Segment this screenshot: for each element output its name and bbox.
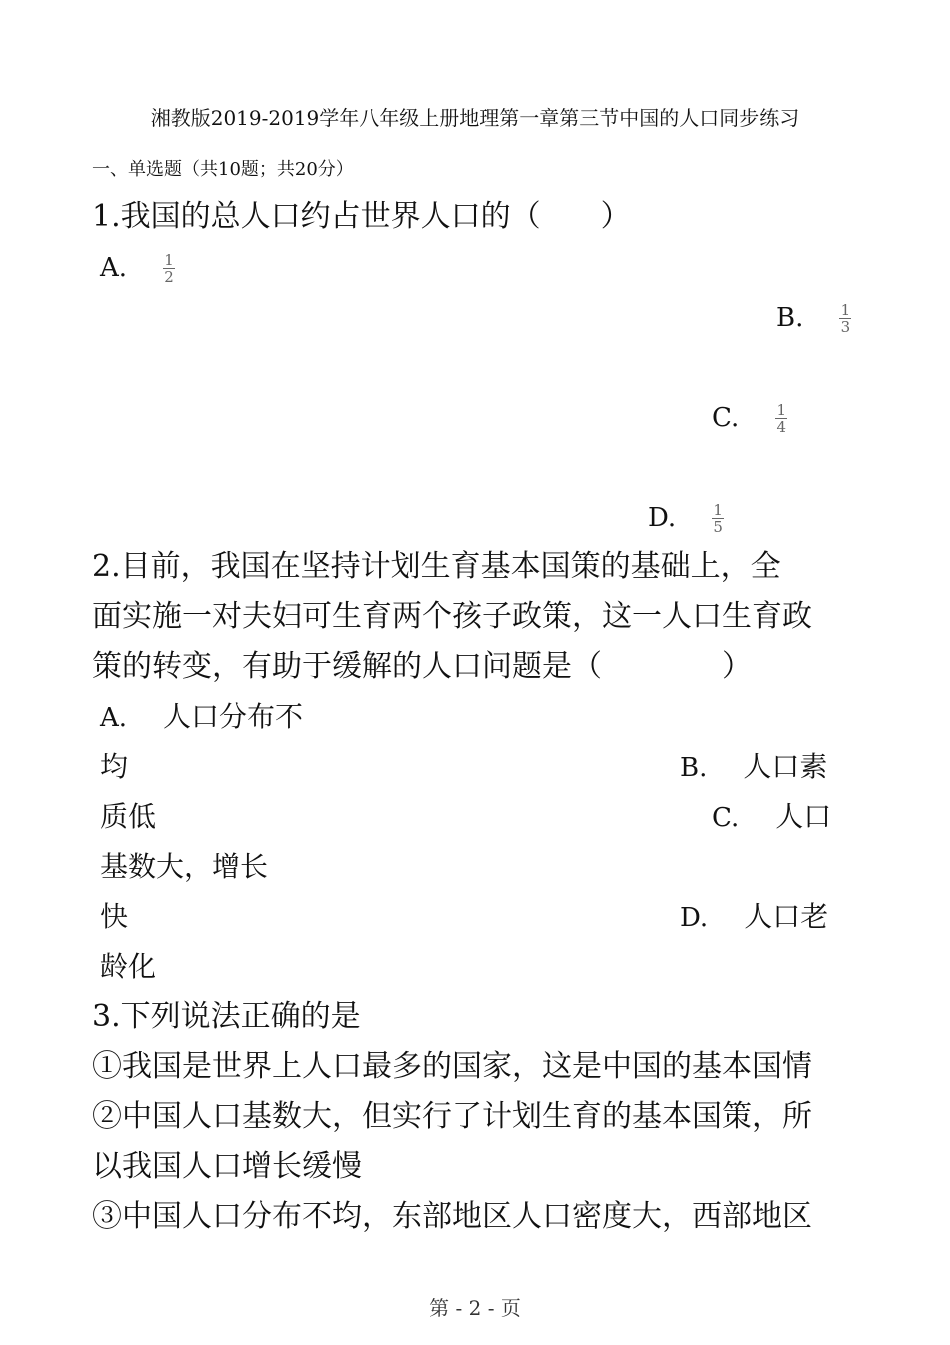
section-heading: 一、单选题（共10题；共20分） bbox=[92, 159, 354, 180]
option-letter: A. bbox=[100, 253, 128, 283]
q1-option-b[interactable] bbox=[776, 292, 851, 343]
q2-option-c-text: 快 bbox=[100, 900, 129, 933]
fraction bbox=[712, 502, 724, 535]
q2-option-b-text: 质低 bbox=[100, 800, 157, 833]
question-3-stem: 3.下列说法正确的是 bbox=[92, 999, 361, 1034]
q1-option-d[interactable] bbox=[648, 492, 724, 543]
question-3-statement: ①我国是世界上人口最多的国家，这是中国的基本国情 bbox=[92, 1049, 812, 1084]
numerator: 1 bbox=[713, 501, 723, 519]
option-letter: B. bbox=[680, 753, 708, 783]
fraction bbox=[775, 402, 787, 435]
q2-option-d[interactable] bbox=[680, 892, 828, 943]
question-2-stem-line: 2.目前，我国在坚持计划生育基本国策的基础上，全 bbox=[92, 549, 781, 584]
numerator: 1 bbox=[164, 251, 174, 269]
option-text: 人口素 bbox=[743, 750, 828, 783]
option-letter: B. bbox=[776, 303, 804, 333]
option-letter: C. bbox=[712, 403, 740, 433]
q2-option-a-text: 均 bbox=[100, 750, 129, 783]
option-letter: A. bbox=[100, 703, 128, 733]
question-3-statement: ③中国人口分布不均，东部地区人口密度大，西部地区 bbox=[92, 1199, 812, 1234]
numerator: 1 bbox=[776, 401, 786, 419]
numerator: 1 bbox=[840, 301, 851, 319]
fraction bbox=[163, 252, 175, 285]
option-text: 人口分布不 bbox=[163, 700, 304, 733]
q1-option-c[interactable] bbox=[712, 392, 787, 443]
q2-option-c-text: 基数大，增长 bbox=[100, 850, 269, 883]
q2-option-d-text: 龄化 bbox=[100, 950, 157, 983]
option-text: 人口 bbox=[775, 800, 832, 833]
option-text: 人口老 bbox=[744, 900, 829, 933]
denominator: 4 bbox=[776, 418, 786, 436]
option-letter: D. bbox=[680, 903, 709, 933]
fraction bbox=[839, 302, 851, 335]
option-letter: D. bbox=[648, 503, 677, 533]
option-letter: C. bbox=[712, 803, 740, 833]
question-2-stem-line: 策的转变，有助于缓解的人口问题是（ ） bbox=[92, 649, 752, 684]
q2-option-a[interactable] bbox=[100, 692, 303, 743]
question-1-stem: 1.我国的总人口约占世界人口的（ ） bbox=[92, 199, 631, 234]
page-number: 第 - 2 - 页 bbox=[429, 1296, 521, 1320]
denominator: 3 bbox=[840, 318, 851, 336]
question-3-statement: 以我国人口增长缓慢 bbox=[92, 1149, 362, 1184]
q2-option-b[interactable] bbox=[680, 742, 827, 793]
question-3-statement: ②中国人口基数大，但实行了计划生育的基本国策，所 bbox=[92, 1099, 812, 1134]
denominator: 5 bbox=[713, 518, 723, 536]
q2-option-c[interactable] bbox=[712, 792, 831, 843]
question-2-stem-line: 面实施一对夫妇可生育两个孩子政策，这一人口生育政 bbox=[92, 599, 812, 634]
q1-option-a[interactable] bbox=[100, 242, 175, 293]
denominator: 2 bbox=[164, 268, 174, 286]
document-title: 湘教版2019-2019学年八年级上册地理第一章第三节中国的人口同步练习 bbox=[150, 106, 800, 130]
